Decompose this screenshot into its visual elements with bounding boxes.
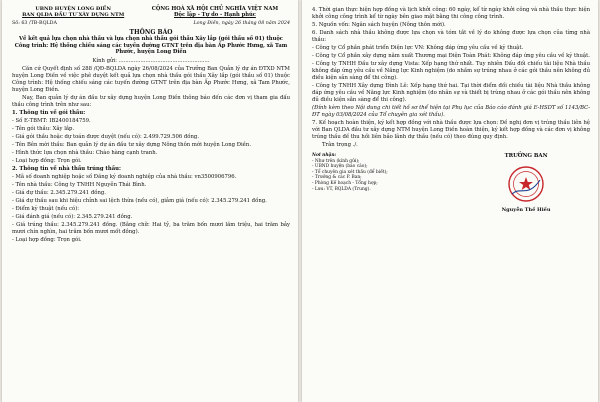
attachment-note: (Đính kèm theo Nội dung chi tiết hồ sơ thể hiện tại Phụ lục của Báo cáo đánh giá E-HSDT số 1143/BC-ĐT ngày 03/08/2024 của Tổ chuyên gia xét thầu). xyxy=(312,105,590,118)
org-line1: UBND HUYỆN LONG ĐIỀN xyxy=(35,6,111,12)
issuing-org xyxy=(12,6,134,18)
signer-role: TRƯỞNG BAN xyxy=(504,153,548,159)
technical-score: - Điểm kỹ thuật (nếu có): xyxy=(12,205,80,212)
recipients-label: Nơi nhận: xyxy=(312,153,337,158)
paragraph-6: 6. Danh sách nhà thầu không được lựa chọn và tóm tắt về lý do không được lựa chọn của từng nhà thầu: xyxy=(312,30,590,43)
closing: Trân trọng ./. xyxy=(322,142,358,148)
document-page-left xyxy=(2,0,298,402)
recipient-item: - Phòng Kế hoạch - Tổng hợp; xyxy=(312,180,378,186)
nation-line1: CỘNG HOÀ XÃ HỘI CHỦ NGHĨA VIỆT NAM xyxy=(151,6,279,12)
rejected-bidder-4: - Công ty TNHH Xây dựng Đình Lê: Xếp hạng thứ hai. Tại thời điểm đối chiếu tài liệu Nhà thầu không đáp ứng yêu cầu về Năng lực Kinh nghiệm (do nhân sự và thiết bị trùng nhau ở các gói thầu nên không đủ điều kiện sẵn sàng để thi công). xyxy=(312,83,590,103)
section-2-heading: 2. Thông tin về nhà thầu trúng thầu: xyxy=(12,165,121,172)
greeting: Kính gửi: ...................................................... xyxy=(92,57,210,64)
official-stamp-icon xyxy=(506,164,546,204)
doc-title: THÔNG BÁO xyxy=(129,29,173,36)
rejected-bidder-1: - Công ty Cổ phần phát triển Điện lực VN: Không đáp ứng yêu cầu về kỹ thuật. xyxy=(312,45,524,51)
paragraph-4: 4. Thời gian thực hiện hợp đồng và lịch khởi công: 60 ngày, kể từ ngày khởi công và nhà thầu thực hiện khởi công công trình kể từ ngày bên giao mặt bằng thi công công trình. xyxy=(312,7,590,20)
recipient-item: - UBND huyện (báo cáo); xyxy=(312,164,368,170)
paragraph-7: 7. Kế hoạch hoàn thiện, ký kết hợp đồng với nhà thầu được lựa chọn: Đề nghị đơn vị trúng thầu liên hệ với Ban QLDA đầu tư xây dựng NTM huyện Long Điền hoàn thiện, ký kết hợp đồng và các đơn vị không trúng thầu đề thu hồi liên bảo lãnh dự thầu (nếu có) theo đúng quy định. xyxy=(312,120,590,140)
document-page-right xyxy=(302,0,598,402)
inviting-party: - Tên Bên mời thầu: Ban quản lý dự án đầu tư xây dựng Nông thôn mới huyện Long Điền. xyxy=(12,141,252,148)
bid-price: - Giá dự thầu: 2.345.279.241 đồng. xyxy=(12,189,106,196)
doc-meta xyxy=(12,20,290,27)
paragraph-basis: Căn cứ Quyết định số 288 /QĐ-BQLDA ngày 26/08/2024 của Trưởng Ban Quản lý dự án ĐTXD NTM huyện Long Điền về việc phê duyệt kết quả lựa chọn nhà thầu gói thầu Xây lắp (gói thầu số 01) thuộc Công trình: Hệ thống chiếu sáng các tuyến đường GTNT trên địa bàn Ấp Phước Hưng, xã Tam Phước, huyện Long Điền. xyxy=(12,65,290,93)
nation-line2: Độc lập - Tự do - Hạnh phúc xyxy=(173,12,256,18)
package-name: - Tên gói thầu: Xây lắp. xyxy=(12,125,75,132)
recipient-item: - Lưu: VT, BQLDA (Trung). xyxy=(312,186,371,192)
recipient-item: - Tổ chuyên gia xét thầu (để biết); xyxy=(312,169,388,175)
recipient-item: - Trưởng & các P. Ban; xyxy=(312,175,362,181)
recipient-item: - Như trên (kính gửi); xyxy=(312,158,360,164)
etbmt-number: - Số E-TBMT: IB2400184759. xyxy=(12,117,91,124)
contractor-id: - Mã số doanh nghiệp hoặc số Đăng ký doanh nghiệp của nhà thầu: vn3500906796. xyxy=(12,173,237,180)
selection-method: - Hình thức lựa chọn nhà thầu: Chào hàng cạnh tranh. xyxy=(12,149,158,156)
contract-type: - Loại hợp đồng: Trọn gói. xyxy=(12,157,82,164)
signer xyxy=(462,153,590,214)
paragraph-5: 5. Nguồn vốn: Ngân sách huyện (Nông thôn mới). xyxy=(312,22,446,28)
contractor-name: - Tên nhà thầu: Công ty TNHH Nguyễn Thái Bình. xyxy=(12,181,147,188)
national-motto xyxy=(140,6,290,18)
header xyxy=(12,6,290,18)
package-price: - Giá gói thầu hoặc dự toán được duyệt (nếu có): 2.499.729.506 đồng. xyxy=(12,133,200,140)
recipients xyxy=(312,153,445,214)
doc-subtitle: Về kết quả lựa chọn nhà thầu và lựa chọn nhà thầu gói thầu Xây lắp (gói thầu số 01) thuộc Công trình: Hệ thống chiếu sáng các tuyến đường GTNT trên địa bàn Ấp Phước Hưng, xã Tam Phước, huyện Long Điền xyxy=(14,36,288,55)
doc-number: Số: 63 /TB-BQLDA xyxy=(12,21,57,26)
org-line2: BAN QLDA ĐẦU TƯ XÂY DỰNG NTM xyxy=(22,12,125,18)
rejected-bidder-3: - Công ty TNHH Đầu tư xây dựng Vista: Xếp hạng thứ nhất. Tuy nhiên Đấu đối chiếu tài liệu Nhà thầu không đáp ứng yêu cầu về Năng lực Kinh nghiệm (do nhầm sự trúng nhau ở các gói thầu nên không đủ điều kiện sản sàng để thi công). xyxy=(312,61,590,81)
winning-price: - Giá trúng thầu: 2.345.279.241 đồng. (Bằng chữ: Hai tỷ, ba trăm bốn mươi lăm triệu, hai trăm bảy mươi chín nghìn, hai trăm bốn mươi mốt đồng). xyxy=(12,221,290,235)
evaluated-price: - Giá đánh giá (nếu có): 2.345.279.241 đồng. xyxy=(12,213,133,220)
adjusted-bid-price: - Giá dự thầu sau khi hiệu chỉnh sai lệch thừa (nếu có), giảm giá (nếu có): 2.345.279.241 đồng. xyxy=(12,197,267,204)
rejected-bidder-2: - Công ty Cổ phần xây dựng năm xuất Thương mại Điện Toàn Phát: Không đáp ứng yêu cầu về kỹ thuật. xyxy=(312,53,590,59)
paragraph-announcement: Nay, Ban quản lý dự án đầu tư xây dựng huyện Long Điền thông báo đến các đơn vị tham gia đấu thầu công trình trên như sau: xyxy=(12,94,290,108)
section-1-heading: 1. Thông tin về gói thầu: xyxy=(12,109,86,116)
signer-name: Nguyễn Thế Hiếu xyxy=(501,207,551,213)
signature-block xyxy=(312,153,590,214)
contract-type-2: - Loại hợp đồng: Trọn gói. xyxy=(12,236,82,243)
doc-date: Long Điền, ngày 26 tháng 08 năm 2024 xyxy=(193,21,290,26)
